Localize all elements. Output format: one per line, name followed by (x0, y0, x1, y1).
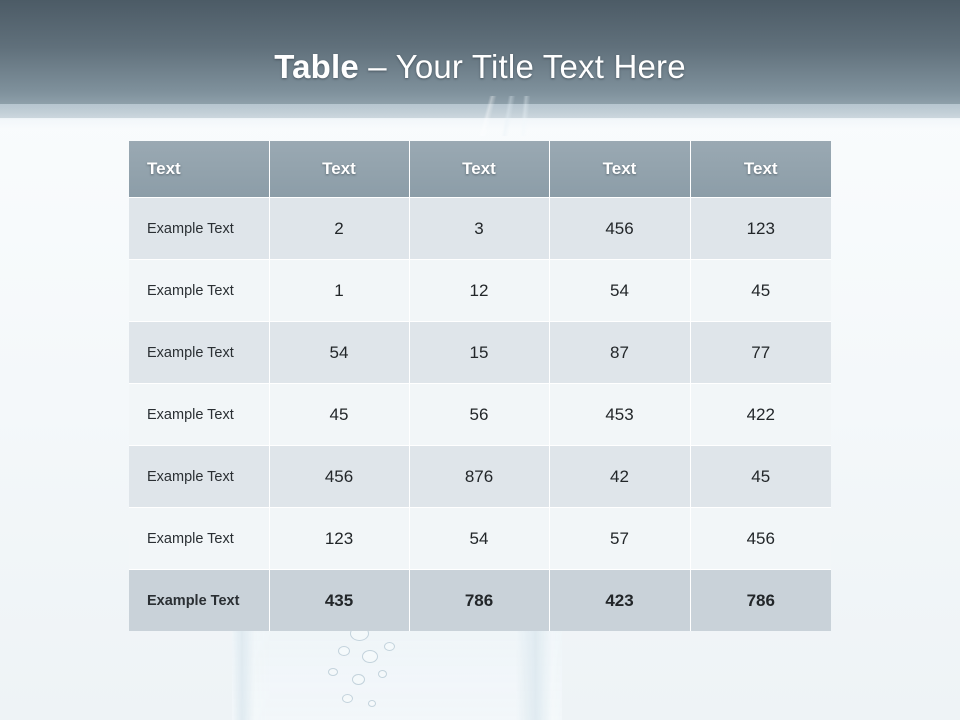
table-header-row (129, 141, 831, 198)
bubble-icon (378, 670, 387, 678)
table-cell-value: 45 (690, 446, 831, 508)
table-row (129, 508, 831, 570)
table-cell-label: Example Text (129, 570, 269, 632)
table-cell-label: Example Text (129, 384, 269, 446)
table-total-row (129, 570, 831, 632)
table-cell-value: 786 (690, 570, 831, 632)
page-title-separator: – (358, 48, 396, 85)
data-table-container (129, 141, 831, 631)
table-row (129, 260, 831, 322)
page-title-strong: Table (274, 48, 359, 85)
table-cell-value: 123 (269, 508, 409, 570)
bubble-icon (328, 668, 338, 676)
table-header-cell-3[interactable]: Text (549, 141, 690, 198)
table-body (129, 198, 831, 632)
table-header-cell-4[interactable]: Text (690, 141, 831, 198)
page-title (0, 48, 960, 86)
table-cell-value: 876 (409, 446, 549, 508)
bubble-icon (362, 650, 378, 663)
table-cell-value: 12 (409, 260, 549, 322)
table-cell-label: Example Text (129, 260, 269, 322)
bubble-icon (384, 642, 395, 651)
table-cell-label: Example Text (129, 198, 269, 260)
table-cell-value: 15 (409, 322, 549, 384)
table-cell-value: 3 (409, 198, 549, 260)
table-cell-value: 435 (269, 570, 409, 632)
bubble-icon (368, 700, 376, 707)
table-cell-value: 1 (269, 260, 409, 322)
table-cell-label: Example Text (129, 322, 269, 384)
water-glass-top-graphic (420, 96, 560, 136)
table-cell-value: 453 (549, 384, 690, 446)
table-row (129, 446, 831, 508)
table-cell-value: 45 (690, 260, 831, 322)
bubble-icon (352, 674, 365, 685)
data-table (129, 141, 831, 631)
page-title-light: Your Title Text Here (395, 48, 686, 85)
table-cell-value: 456 (269, 446, 409, 508)
bubble-icon (342, 694, 353, 703)
table-cell-label: Example Text (129, 508, 269, 570)
table-cell-value: 57 (549, 508, 690, 570)
bubble-icon (338, 646, 350, 656)
table-cell-value: 456 (690, 508, 831, 570)
table-cell-value: 54 (409, 508, 549, 570)
table-cell-value: 2 (269, 198, 409, 260)
table-row (129, 198, 831, 260)
table-row (129, 322, 831, 384)
table-cell-value: 77 (690, 322, 831, 384)
table-cell-value: 456 (549, 198, 690, 260)
table-cell-value: 422 (690, 384, 831, 446)
table-cell-value: 87 (549, 322, 690, 384)
table-cell-value: 54 (549, 260, 690, 322)
table-cell-label: Example Text (129, 446, 269, 508)
table-cell-value: 42 (549, 446, 690, 508)
table-header-cell-2[interactable]: Text (409, 141, 549, 198)
table-cell-value: 123 (690, 198, 831, 260)
table-header-cell-0[interactable]: Text (129, 141, 269, 198)
table-cell-value: 786 (409, 570, 549, 632)
table-cell-value: 56 (409, 384, 549, 446)
table-cell-value: 54 (269, 322, 409, 384)
table-cell-value: 423 (549, 570, 690, 632)
table-cell-value: 45 (269, 384, 409, 446)
table-row (129, 384, 831, 446)
table-header-cell-1[interactable]: Text (269, 141, 409, 198)
table-header (129, 141, 831, 198)
